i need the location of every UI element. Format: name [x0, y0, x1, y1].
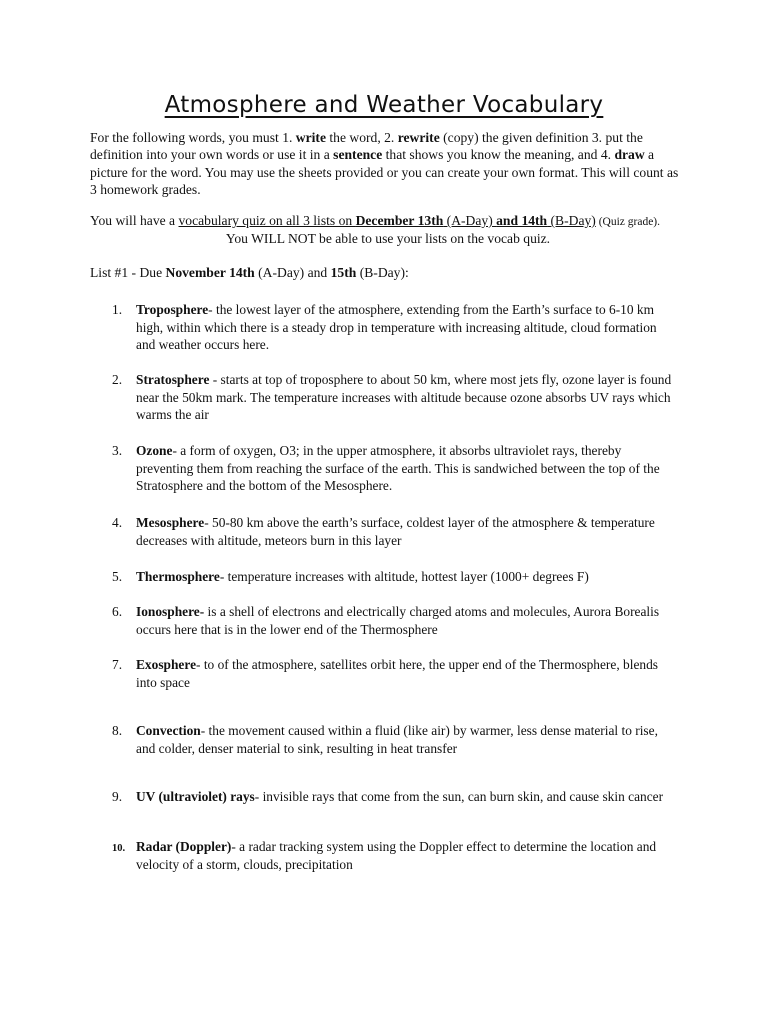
item-number: 7.	[112, 657, 123, 672]
list-heading-text: List #1 - Due	[90, 265, 166, 280]
vocab-term: Exosphere	[136, 657, 197, 672]
item-body	[136, 568, 676, 586]
list-heading-date: November 14th	[165, 265, 255, 280]
vocab-definition: - temperature increases with altitude, hottest layer (1000+ degrees F)	[219, 569, 589, 584]
vocab-definition: - a radar tracking system using the Doppler effect to determine the location and velocity of a storm, clouds, precipitation	[136, 839, 657, 872]
vocab-definition: - the movement caused within a fluid (like air) by warmer, less dense material to rise, and colder, denser material to sink, resulting in heat transfer	[136, 723, 658, 756]
quiz-text: (A-Day)	[443, 213, 497, 228]
vocab-definition: - a form of oxygen, O3; in the upper atmosphere, it absorbs ultraviolet rays, thereby preventing them from reaching the surface of the earth. This is sandwiched between the top of the Stratosphere and the bottom of the Mesosphere.	[136, 443, 660, 494]
item-number: 10.	[112, 843, 126, 854]
item-number: 5.	[112, 569, 123, 584]
instructions-text: a picture for the word. You may use the sheets provided or you can create your own format. This will count as 3 homework grades.	[90, 147, 679, 198]
instructions-text: that shows you know the meaning, and 4.	[382, 147, 615, 163]
quiz-notice	[90, 212, 686, 231]
vocab-term: UV (ultraviolet) rays	[136, 789, 255, 804]
quiz-warning: You WILL NOT be able to use your lists on the vocab quiz.	[225, 231, 551, 246]
vocab-term: Thermosphere	[136, 569, 220, 584]
vocab-term: Troposphere	[136, 302, 209, 317]
quiz-text: (B-Day)	[547, 213, 596, 228]
page-title	[0, 92, 768, 118]
item-body	[136, 603, 676, 638]
quiz-underlined	[179, 213, 596, 228]
list-heading-date: 15th	[330, 265, 357, 280]
list-heading	[90, 265, 409, 281]
quiz-date: December 13th	[355, 213, 444, 228]
vocab-definition: - to of the atmosphere, satellites orbit here, the upper end of the Thermosphere, blends into space	[136, 657, 658, 690]
item-body	[136, 656, 676, 691]
vocab-term: Ionosphere-	[136, 604, 205, 619]
instructions-text: For the following words, you must 1.	[90, 130, 296, 145]
page-title-text: Atmosphere and Weather Vocabulary	[164, 92, 604, 118]
item-body	[136, 514, 676, 549]
quiz-date: and 14th	[496, 213, 548, 228]
instructions-bold: rewrite	[397, 130, 440, 145]
item-body	[136, 371, 676, 424]
item-body	[136, 442, 676, 495]
instructions-paragraph	[90, 129, 686, 199]
quiz-text: vocabulary quiz on all 3 lists on	[178, 213, 356, 228]
instructions-bold: draw	[614, 147, 645, 163]
list-heading-text: (B-Day):	[356, 265, 409, 280]
item-number: 6.	[112, 604, 123, 619]
item-body	[136, 722, 676, 757]
instructions-bold: sentence	[333, 147, 383, 163]
list-heading-text: (A-Day) and	[254, 265, 331, 280]
vocab-term: Ozone	[136, 443, 173, 458]
item-body	[136, 301, 676, 354]
quiz-text: You will have a	[90, 213, 179, 228]
vocab-term: Convection	[136, 723, 201, 738]
item-body	[136, 838, 676, 873]
instructions-text: the word, 2.	[326, 130, 398, 145]
item-number: 1.	[112, 302, 123, 317]
item-number: 4.	[112, 515, 123, 530]
vocab-term: Mesosphere	[136, 515, 205, 530]
item-number: 9.	[112, 789, 123, 804]
vocab-definition: - 50-80 km above the earth’s surface, coldest layer of the atmosphere & temperature decreases with altitude, meteors burn in this layer	[136, 515, 655, 548]
instructions-bold: write	[295, 130, 326, 145]
item-number: 2.	[112, 372, 123, 387]
vocab-definition: - starts at top of troposphere to about 50 km, where most jets fly, ozone layer is found near the 50km mark. The temperature increases with altitude because ozone absorbs UV rays which warms the air	[136, 372, 672, 423]
instructions-text: (copy) the given definition 3. put the definition into your own words or use it in a	[90, 130, 643, 163]
vocab-term: Radar (Doppler)	[136, 839, 232, 854]
item-number: 3.	[112, 443, 123, 458]
item-number: 8.	[112, 723, 123, 738]
item-body	[136, 788, 676, 806]
vocab-definition: is a shell of electrons and electrically charged atoms and molecules, Aurora Borealis occurs here that is in the lower end of the Thermosphere	[136, 604, 660, 637]
vocab-definition: - invisible rays that come from the sun, can burn skin, and cause skin cancer	[254, 789, 664, 804]
vocab-definition: - the lowest layer of the atmosphere, extending from the Earth’s surface to 6-10 km high, within which there is a steady drop in temperature with increasing altitude, cloud formation and weather occurs here.	[136, 302, 657, 353]
quiz-grade-note: (Quiz grade).	[595, 216, 661, 228]
vocab-term: Stratosphere	[136, 372, 210, 387]
